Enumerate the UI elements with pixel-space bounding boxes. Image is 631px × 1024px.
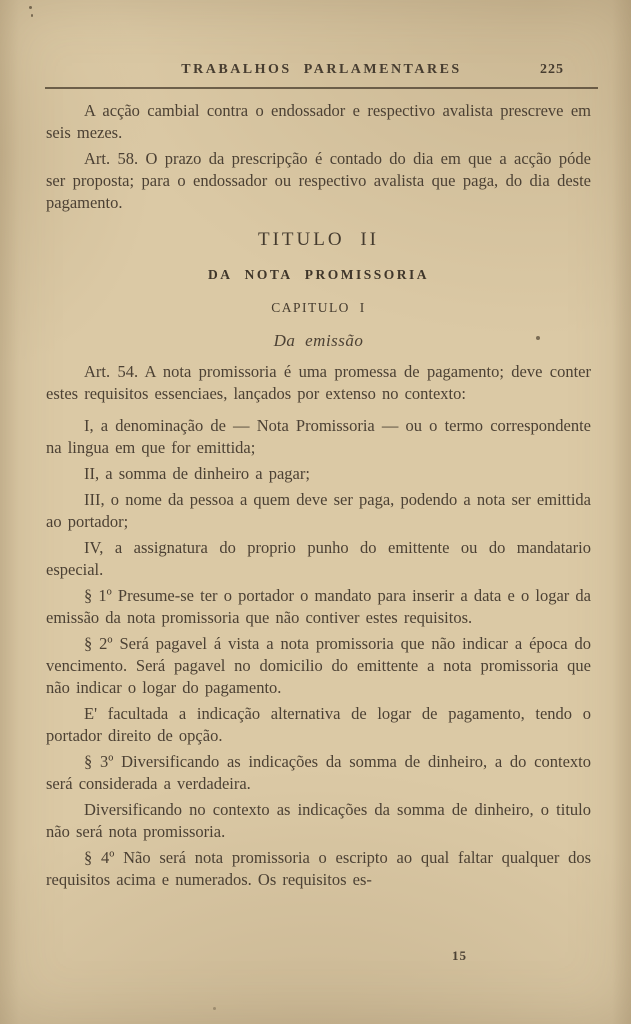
subtitle-heading: DA NOTA PROMISSORIA [207, 267, 430, 282]
running-title: TRABALHOS PARLAMENTARES [181, 62, 462, 77]
title-heading: TITULO II [258, 229, 379, 250]
paragraph-par1: § 1º Presume-se ter o portador o mandato para inserir a data e o logar da emissão da nota promissoria que não contiver estes requisitos. [46, 586, 591, 627]
header-rule [45, 87, 598, 89]
paragraph-par3: § 3º Diversificando as indicações da somma de dinheiro, a do contexto será considerada a verdadeira. [46, 752, 591, 793]
paragraph-diversificando: Diversificando no contexto as indicações da somma de dinheiro, o titulo não será nota promissoria. [46, 800, 591, 841]
section-heading: Da emissão [273, 331, 364, 350]
ink-speck [31, 14, 33, 17]
page-number: 225 [540, 62, 564, 77]
paragraph-avalista: A acção cambial contra o endossador e respectivo avalista prescreve em seis mezes. [46, 101, 591, 142]
list-item-1: I, a denominação de — Nota Promissoria — ou o termo correspondente na lingua em que for emittida; [46, 416, 591, 457]
paragraph-par4: § 4º Não será nota promissoria o escripto ao qual faltar qualquer dos requisitos acima e numerados. Os requisitos es- [46, 848, 591, 889]
list-item-2: II, a somma de dinheiro a pagar; [84, 464, 310, 483]
paragraph-facultada: E' facultada a indicação alternativa de logar de pagamento, tendo o portador direito de opção. [46, 704, 591, 745]
paragraph-art58: Art. 58. O prazo da prescripção é contado do dia em que a acção póde ser proposta; para o endossador ou respectivo avalista que paga, do dia deste pagamento. [46, 149, 591, 212]
page-body [46, 100, 591, 891]
paragraph-par2: § 2º Será pagavel á vista a nota promissoria que não indicar a época do vencimento. Será pagavel no domicilio do emittente a nota promissoria que não indicar o logar do pagamento. [46, 634, 591, 697]
signature-mark: 15 [452, 948, 467, 963]
list-item-3: III, o nome da pessoa a quem deve ser paga, podendo a nota ser emittida ao portador; [46, 490, 591, 531]
paragraph-art54: Art. 54. A nota promissoria é uma promessa de pagamento; deve conter estes requisitos essenciaes, lançados por extenso no contexto: [46, 362, 591, 403]
ink-speck [213, 1007, 216, 1010]
chapter-heading: CAPITULO I [271, 300, 366, 315]
running-head [46, 62, 597, 78]
ink-speck [29, 6, 32, 9]
list-item-4: IV, a assignatura do proprio punho do emittente ou do mandatario especial. [46, 538, 591, 579]
